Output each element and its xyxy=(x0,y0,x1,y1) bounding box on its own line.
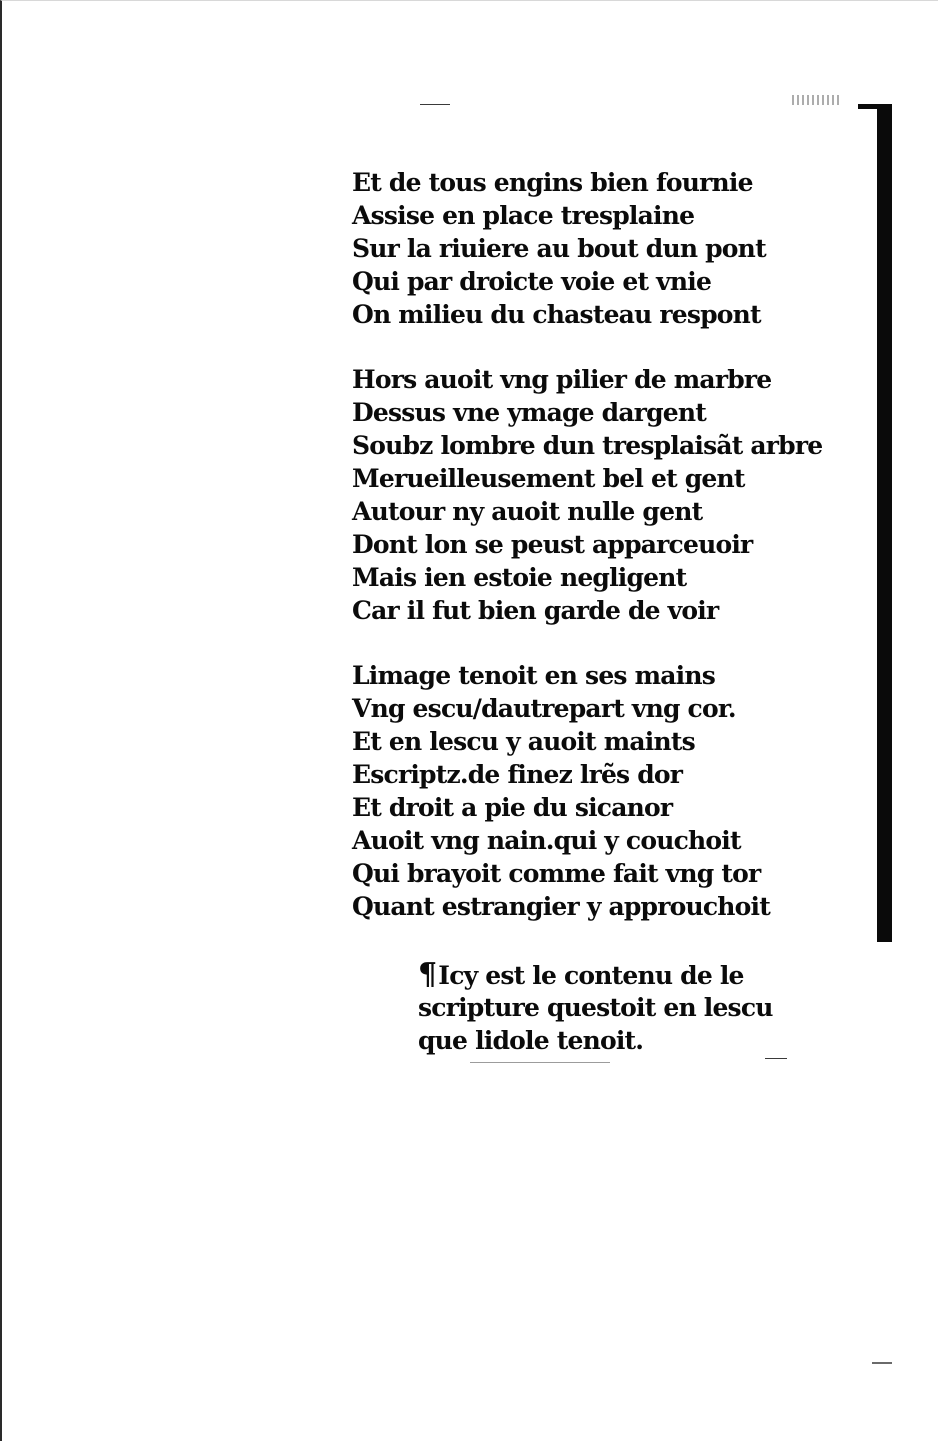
scan-scratch xyxy=(420,104,450,105)
verse-line: On milieu du chasteau respont xyxy=(352,300,761,329)
verse-line: Dessus vne ymage dargent xyxy=(352,398,707,427)
page-edge-tick xyxy=(872,1362,892,1364)
verse-line: Et droit a pie du sicanor xyxy=(352,793,673,822)
verse-line: Quant estrangier y approuchoit xyxy=(352,892,770,921)
rubric-line: scripture questoit en lescu xyxy=(418,993,773,1022)
rubric-line xyxy=(418,958,778,991)
verse-line: Qui brayoit comme fait vng tor xyxy=(352,859,761,888)
verse-line: Merueilleusement bel et gent xyxy=(352,464,745,493)
stanza xyxy=(352,363,822,627)
scan-scratch xyxy=(470,1062,610,1063)
stanza xyxy=(352,166,822,331)
verse-line: Assise en place tresplaine xyxy=(352,201,695,230)
verse-line: Limage tenoit en ses mains xyxy=(352,661,716,690)
verse-line: Escriptz.de finez lrẽs dor xyxy=(352,760,683,789)
page-edge-bar xyxy=(877,104,892,942)
rubric xyxy=(418,958,778,1057)
verse-line: Qui par droicte voie et vnie xyxy=(352,267,712,296)
rubric-line-text: Icy est le contenu de le xyxy=(438,961,744,990)
verse-line: Mais ien estoie negligent xyxy=(352,563,687,592)
verse-line: Et de tous engins bien fournie xyxy=(352,168,753,197)
verse-line: Hors auoit vng pilier de marbre xyxy=(352,365,772,394)
verse-line: Dont lon se peust apparceuoir xyxy=(352,530,753,559)
verse-line: Auoit vng nain.qui y couchoit xyxy=(352,826,741,855)
pilcrow-icon: ¶ xyxy=(418,957,437,992)
verse-line: Soubz lombre dun tresplaisãt arbre xyxy=(352,431,823,460)
verse-line: Vng escu/dautrepart vng cor. xyxy=(352,694,736,723)
poem-text xyxy=(352,166,822,955)
stanza xyxy=(352,659,822,923)
scan-scratch xyxy=(765,1058,787,1059)
verse-line: Car il fut bien garde de voir xyxy=(352,596,719,625)
rubric-line: que lidole tenoit. xyxy=(418,1026,644,1055)
ink-smudge xyxy=(792,95,842,105)
verse-line: Et en lescu y auoit maints xyxy=(352,727,695,756)
verse-line: Autour ny auoit nulle gent xyxy=(352,497,703,526)
verse-line: Sur la riuiere au bout dun pont xyxy=(352,234,766,263)
